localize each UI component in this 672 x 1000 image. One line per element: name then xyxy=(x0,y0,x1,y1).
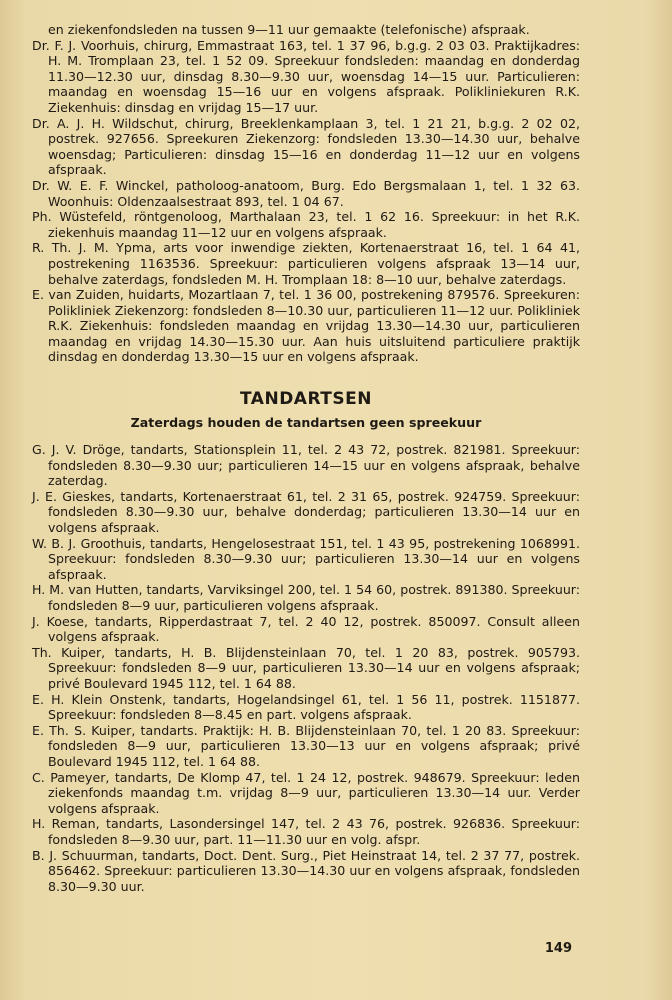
dentist-entry: Th. Kuiper, tandarts, H. B. Blijdensteinlaan 70, tel. 1 20 83, postrek. 905793. Spreekuur: fondsleden 8—9 uur, particulieren 13.30—14 uur en volgens afspraak; privé Boulevard 1945 112, tel. 1 64 88. xyxy=(32,644,580,691)
dentist-entry: C. Pameyer, tandarts, De Klomp 47, tel. 1 24 12, postrek. 948679. Spreekuur: leden ziekenfonds maandag t.m. vrijdag 8—9 uur, particulieren 13.30—14 uur. Verder volgens afspraak. xyxy=(32,769,580,816)
specialist-entry: E. van Zuiden, huidarts, Mozartlaan 7, tel. 1 36 00, postrekening 879576. Spreekuren: Polikliniek Ziekenzorg: fondsleden 8—10.30 uur, particulieren 11—12 uur. Polikliniek R.K. Ziekenhuis: fondsleden maandag en vrijdag 13.30—14.30 uur, particulieren maandag en vrijdag 14.30—15.30 uur. Aan huis uitsluitend particuliere praktijk dinsdag en donderdag 13.30—15 uur en volgens afspraak. xyxy=(32,287,580,365)
section-subheading: Zaterdags houden de tandartsen geen spreekuur xyxy=(130,415,482,431)
dentist-entry: W. B. J. Groothuis, tandarts, Hengelosestraat 151, tel. 1 43 95, postrekening 1068991. Spreekuur: fondsleden 8.30—9.30 uur; particulieren 13.30—14 uur en volgens afspraak. xyxy=(32,535,580,582)
dentist-entry: H. M. van Hutten, tandarts, Varviksingel 200, tel. 1 54 60, postrek. 891380. Spreekuur: fondsleden 8—9 uur, particulieren volgens afspraak. xyxy=(32,582,580,613)
dentist-entry: E. Th. S. Kuiper, tandarts. Praktijk: H. B. Blijdensteinlaan 70, tel. 1 20 83. Spreekuur: fondsleden 8—9 uur, particulieren 13.30—13 uur en volgens afspraak; privé Boulevard 1945 112, tel. 1 64 88. xyxy=(32,722,580,769)
continuation-text: en ziekenfondsleden na tussen 9—11 uur gemaakte (telefonische) afspraak. xyxy=(48,22,530,37)
section-heading: TANDARTSEN xyxy=(240,389,372,410)
text-column xyxy=(32,22,580,894)
dentist-entry: H. Reman, tandarts, Lasondersingel 147, tel. 2 43 76, postrek. 926836. Spreekuur: fondsleden 8—9.30 uur, part. 11—11.30 uur en volg. afspr. xyxy=(32,816,580,847)
page-number: 149 xyxy=(544,941,572,956)
dentist-entry: E. H. Klein Onstenk, tandarts, Hogelandsingel 61, tel. 1 56 11, postrek. 1151877. Spreekuur: fondsleden 8—8.45 en part. volgens afspraak. xyxy=(32,691,580,723)
specialist-entry: Ph. Wüstefeld, röntgenoloog, Marthalaan 23, tel. 1 62 16. Spreekuur: in het R.K. ziekenhuis maandag 11—12 uur en volgens afspraak. xyxy=(32,209,580,240)
dentist-entry: G. J. V. Dröge, tandarts, Stationsplein 11, tel. 2 43 72, postrek. 821981. Spreekuur: fondsleden 8.30—9.30 uur; particulieren 14—15 uur en volgens afspraak, behalve zaterdag. xyxy=(32,442,580,489)
dentist-entry: B. J. Schuurman, tandarts, Doct. Dent. Surg., Piet Heinstraat 14, tel. 2 37 77, postrek. 856462. Spreekuur: particulieren 13.30—14.30 uur en volgens afspraak, fondsleden 8.30—9.30 uur. xyxy=(32,847,580,894)
dentist-entry: J. Koese, tandarts, Ripperdastraat 7, tel. 2 40 12, postrek. 850097. Consult alleen volgens afspraak. xyxy=(32,613,580,645)
specialist-entry: Dr. W. E. F. Winckel, patholoog-anatoom, Burg. Edo Bergsmalaan 1, tel. 1 32 63. Woonhuis: Oldenzaalsestraat 893, tel. 1 04 67. xyxy=(32,177,580,209)
specialist-entry: Dr. F. J. Voorhuis, chirurg, Emmastraat 163, tel. 1 37 96, b.g.g. 2 03 03. Praktijkadres: H. M. Tromplaan 23, tel. 1 52 09. Spreekuur fondsleden: maandag en donderdag 11.30—12.30 uur, dinsdag 8.30—9.30 uur, woensdag 14—15 uur. Particulieren: maandag en woensdag 15—16 uur en volgens afspraak. Polikliniekuren R.K. Ziekenhuis: dinsdag en vrijdag 15—17 uur. xyxy=(32,37,580,115)
specialist-entry: R. Th. J. M. Ypma, arts voor inwendige ziekten, Kortenaerstraat 16, tel. 1 64 41, postrekening 1163536. Spreekuur: particulieren volgens afspraak 13—14 uur, behalve zaterdags, fondsleden M. H. Tromplaan 18: 8—10 uur, behalve zaterdags. xyxy=(32,240,580,287)
specialist-entry: Dr. A. J. H. Wildschut, chirurg, Breeklenkamplaan 3, tel. 1 21 21, b.g.g. 2 02 02, postrek. 927656. Spreekuren Ziekenzorg: fondsleden 13.30—14.30 uur, behalve woensdag; Particulieren: dinsdag 15—16 en donderdag 11—12 uur en volgens afspraak. xyxy=(32,115,580,178)
dentist-entry: J. E. Gieskes, tandarts, Kortenaerstraat 61, tel. 2 31 65, postrek. 924759. Spreekuur: fondsleden 8.30—9.30 uur, behalve donderdag; particulieren 13.30—14 uur en volgens afspraak. xyxy=(32,488,580,536)
